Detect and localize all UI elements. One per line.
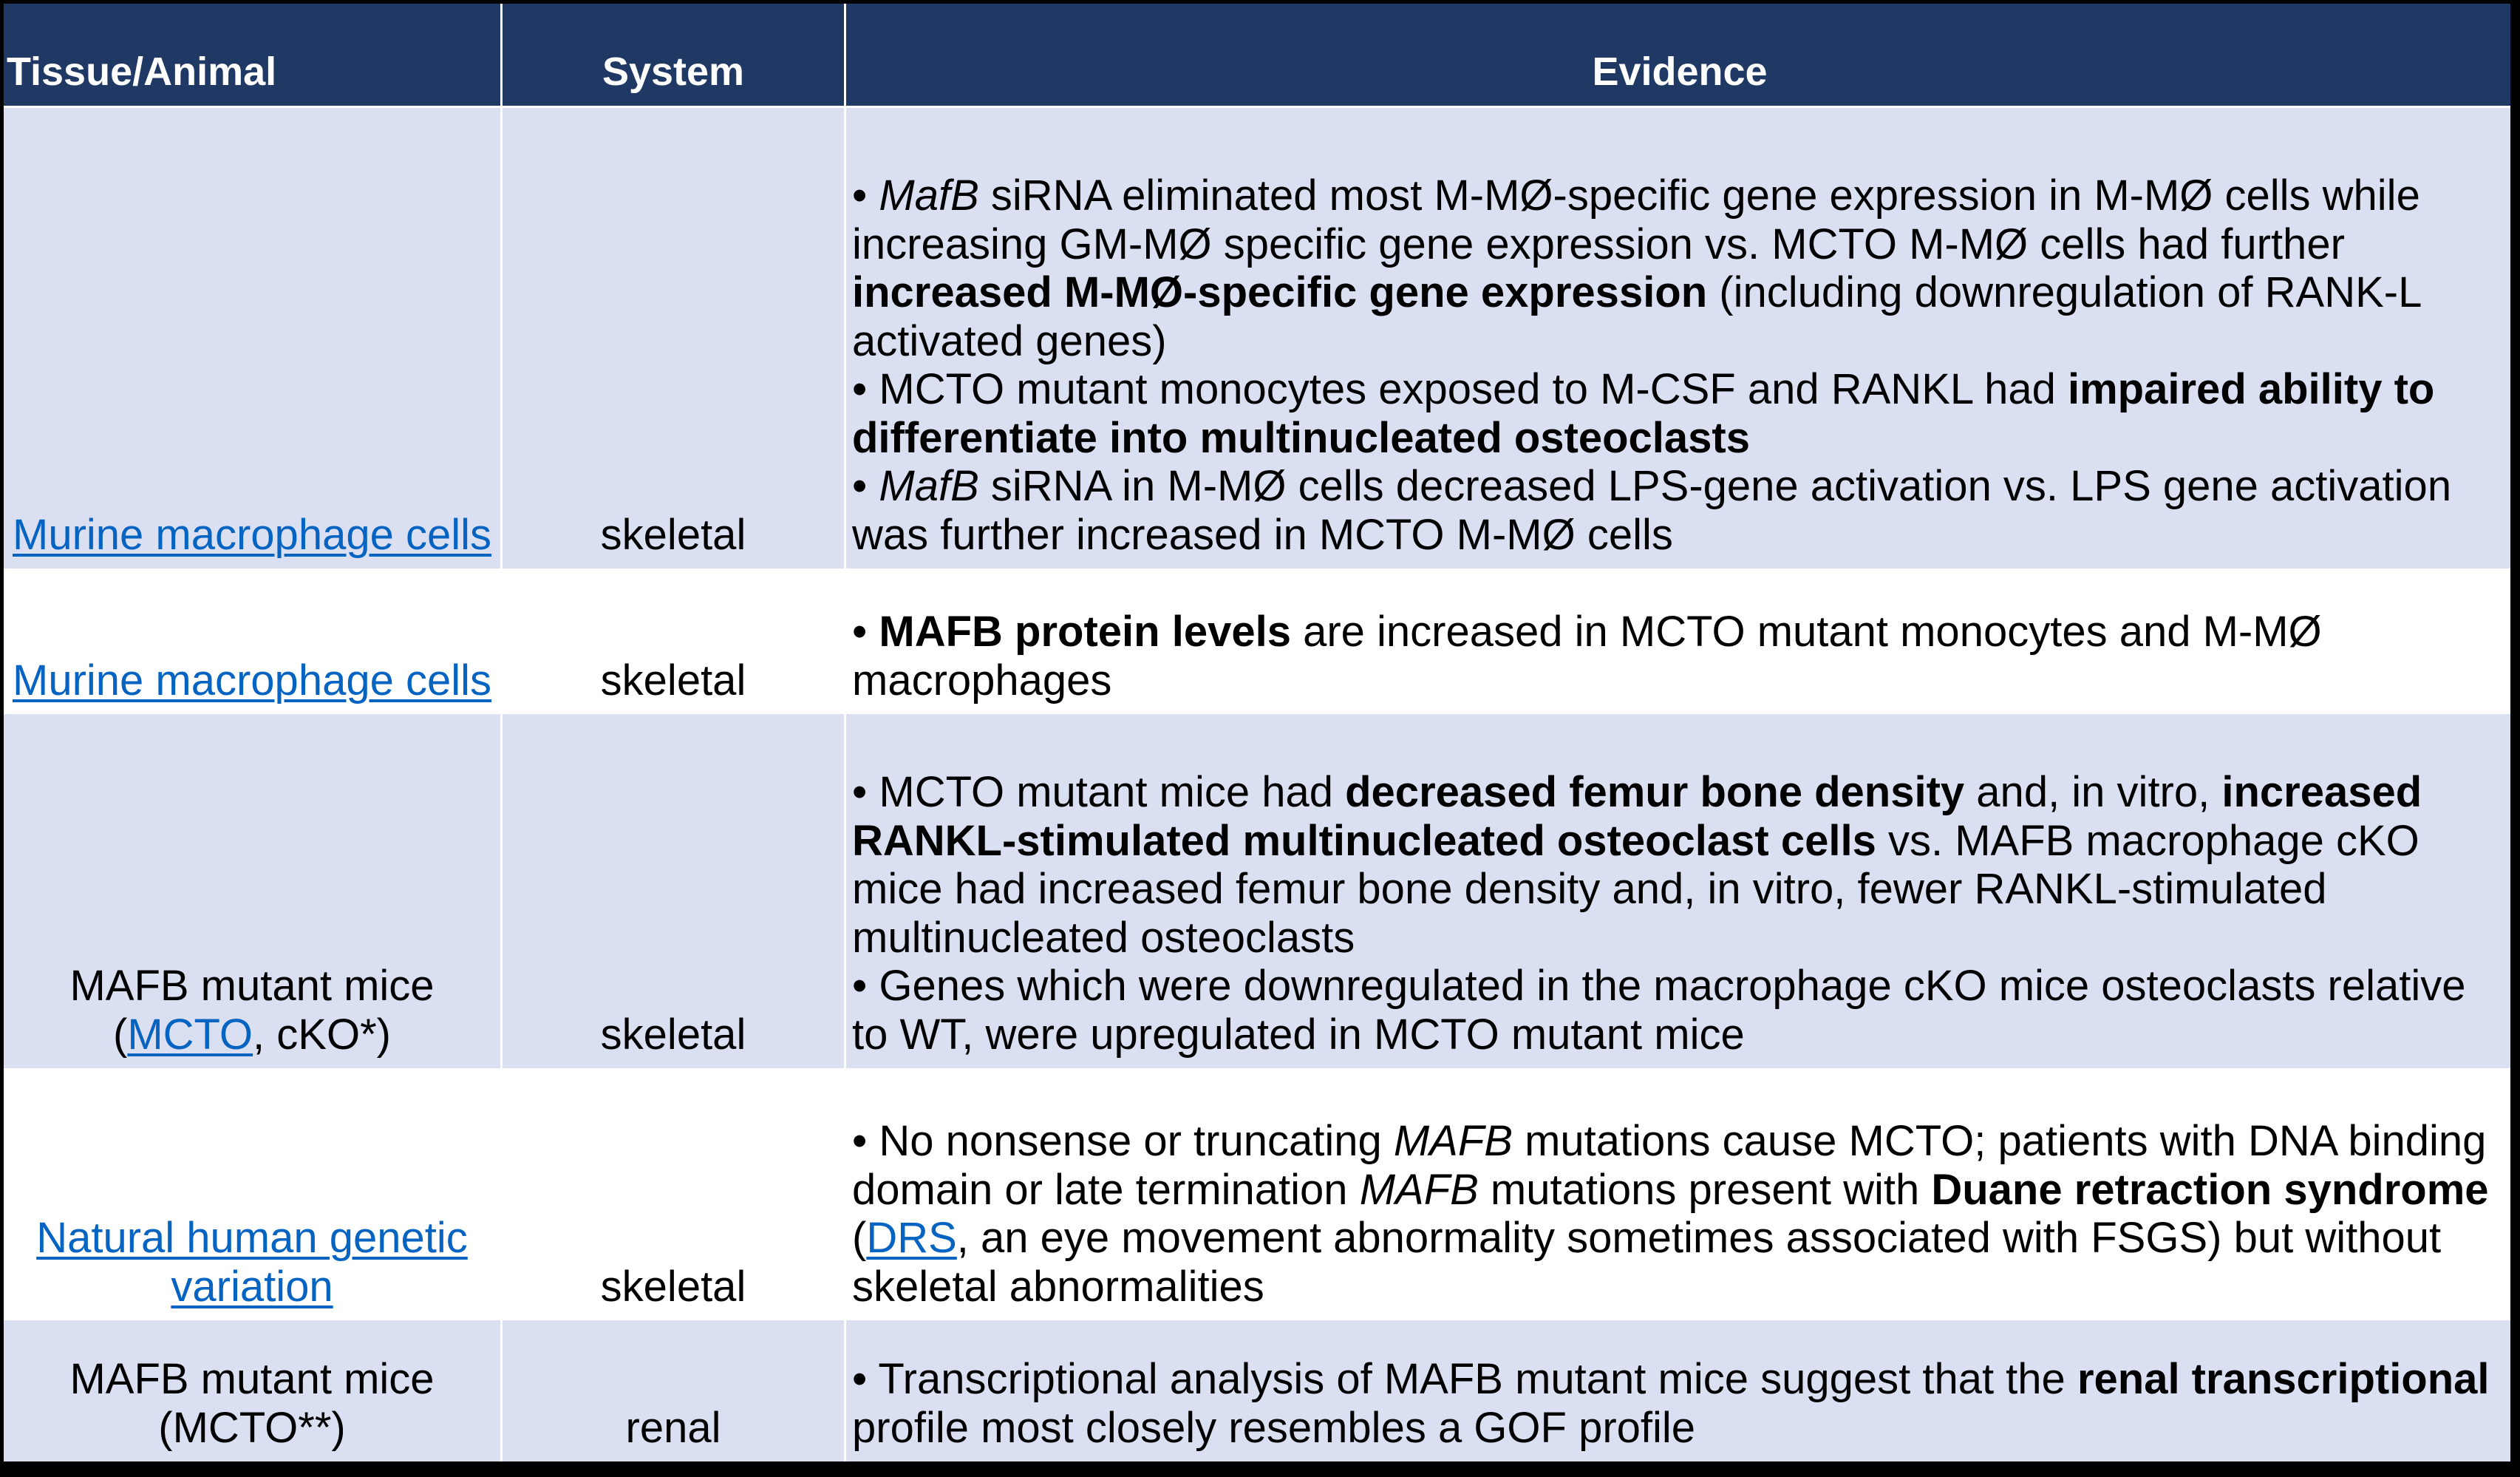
evidence-table <box>4 4 2510 1461</box>
tissue-label <box>13 1214 491 1311</box>
evidence-cell <box>846 108 2510 568</box>
table-header-row <box>4 4 2510 106</box>
text-segment: profile most closely resembles a GOF profile <box>852 1403 1696 1452</box>
tissue-cell <box>4 568 500 714</box>
text-segment: • <box>852 462 879 510</box>
text-segment: MAFB <box>1393 1117 1513 1165</box>
text-segment: MafB <box>879 172 979 220</box>
text-segment: vs. MAFB macrophage cKO mice had increased femur bone density and, in vitro, fewer RANKL-stimulated multinucleated osteoclasts <box>852 816 2419 962</box>
text-segment: mutations present with <box>1478 1165 1932 1214</box>
table-row <box>4 568 2510 714</box>
text-segment: and, in vitro, <box>1964 768 2222 816</box>
text-segment: impaired ability to differentiate into multinucleated osteoclasts <box>852 365 2435 462</box>
text-segment: MafB <box>879 462 979 510</box>
system-cell <box>503 108 844 568</box>
evidence-cell <box>846 568 2510 714</box>
text-segment: Duane retraction syndrome <box>1931 1165 2489 1214</box>
text-segment: MAFB <box>1359 1165 1479 1214</box>
text-segment: • MCTO mutant monocytes exposed to M-CSF and RANKL had <box>852 365 2068 413</box>
reference-link[interactable]: MCTO <box>127 1010 253 1059</box>
text-segment: • Transcriptional analysis of MAFB mutant mice suggest that the <box>852 1355 2077 1403</box>
text-segment: • Genes which were downregulated in the macrophage cKO mice osteoclasts relative to WT, were upregulated in MCTO mutant mice <box>852 962 2466 1059</box>
table-row <box>4 1320 2510 1461</box>
evidence-bullet <box>852 768 2507 962</box>
text-segment: siRNA eliminated most M-MØ-specific gene expression in M-MØ cells while increasing GM-MØ specific gene expression vs. MCTO M-MØ cells had further <box>852 172 2420 268</box>
header-tissue-animal <box>4 4 500 106</box>
evidence-bullet <box>852 608 2507 704</box>
evidence-bullet <box>852 462 2507 559</box>
reference-link[interactable]: Murine macrophage cells <box>13 510 491 559</box>
text-segment: (MCTO**) <box>158 1403 346 1452</box>
evidence-bullet <box>852 1117 2507 1311</box>
tissue-label <box>13 656 491 705</box>
tissue-label <box>13 511 491 560</box>
evidence-cell <box>846 1068 2510 1320</box>
table-row <box>4 1068 2510 1320</box>
reference-link[interactable]: Murine macrophage cells <box>13 656 491 704</box>
evidence-bullet <box>852 365 2507 462</box>
tissue-cell <box>4 1320 500 1461</box>
tissue-cell <box>4 1068 500 1320</box>
evidence-cell <box>846 714 2510 1068</box>
header-label: Tissue/Animal <box>7 50 277 94</box>
tissue-label <box>13 962 491 1059</box>
system-value: skeletal <box>600 510 746 559</box>
text-segment: increased RANKL-stimulated multinucleated osteoclast cells <box>852 768 2422 865</box>
system-cell <box>503 1320 844 1461</box>
text-segment: • MCTO mutant mice had <box>852 768 1346 816</box>
table-row <box>4 108 2510 568</box>
text-segment: , cKO*) <box>253 1010 391 1059</box>
text-segment: renal transcriptional <box>2077 1355 2490 1403</box>
text-segment: MAFB protein levels <box>879 608 1291 656</box>
text-segment: • <box>852 608 879 656</box>
text-segment: (including downregulation of RANK-L activated genes) <box>852 268 2421 365</box>
evidence-bullet <box>852 172 2507 365</box>
header-system <box>503 4 844 106</box>
table-row <box>4 714 2510 1068</box>
system-value: skeletal <box>600 656 746 704</box>
text-segment: decreased femur bone density <box>1345 768 1965 816</box>
system-value: renal <box>625 1403 721 1452</box>
text-segment: • No nonsense or truncating <box>852 1117 1394 1165</box>
system-value: skeletal <box>600 1010 746 1059</box>
text-segment: , an eye movement abnormality sometimes associated with FSGS) but without skeletal abnormalities <box>852 1214 2442 1311</box>
text-segment: ( <box>113 1010 128 1059</box>
text-segment: siRNA in M-MØ cells decreased LPS-gene activation vs. LPS gene activation was further increased in MCTO M-MØ cells <box>852 462 2452 559</box>
system-cell <box>503 714 844 1068</box>
system-cell <box>503 1068 844 1320</box>
tissue-label <box>13 1355 491 1452</box>
reference-link[interactable]: Natural human genetic variation <box>36 1214 468 1311</box>
header-label: Evidence <box>1592 50 1768 94</box>
text-segment: increased M-MØ-specific gene expression <box>852 268 1708 316</box>
evidence-cell <box>846 1320 2510 1461</box>
tissue-cell <box>4 714 500 1068</box>
tissue-cell <box>4 108 500 568</box>
text-segment: ( <box>852 1214 867 1262</box>
evidence-bullet <box>852 1355 2507 1452</box>
text-segment: • <box>852 172 879 220</box>
header-evidence <box>846 4 2510 106</box>
text-segment: MAFB mutant mice <box>69 1355 435 1403</box>
system-value: skeletal <box>600 1262 746 1311</box>
system-cell <box>503 568 844 714</box>
text-segment: are increased in MCTO mutant monocytes and M-MØ macrophages <box>852 608 2322 704</box>
reference-link[interactable]: DRS <box>866 1214 957 1262</box>
text-segment: MAFB mutant mice <box>69 962 435 1010</box>
evidence-bullet <box>852 962 2507 1059</box>
text-segment: mutations cause MCTO; patients with DNA binding domain or late termination <box>852 1117 2487 1214</box>
header-label: System <box>602 50 745 94</box>
